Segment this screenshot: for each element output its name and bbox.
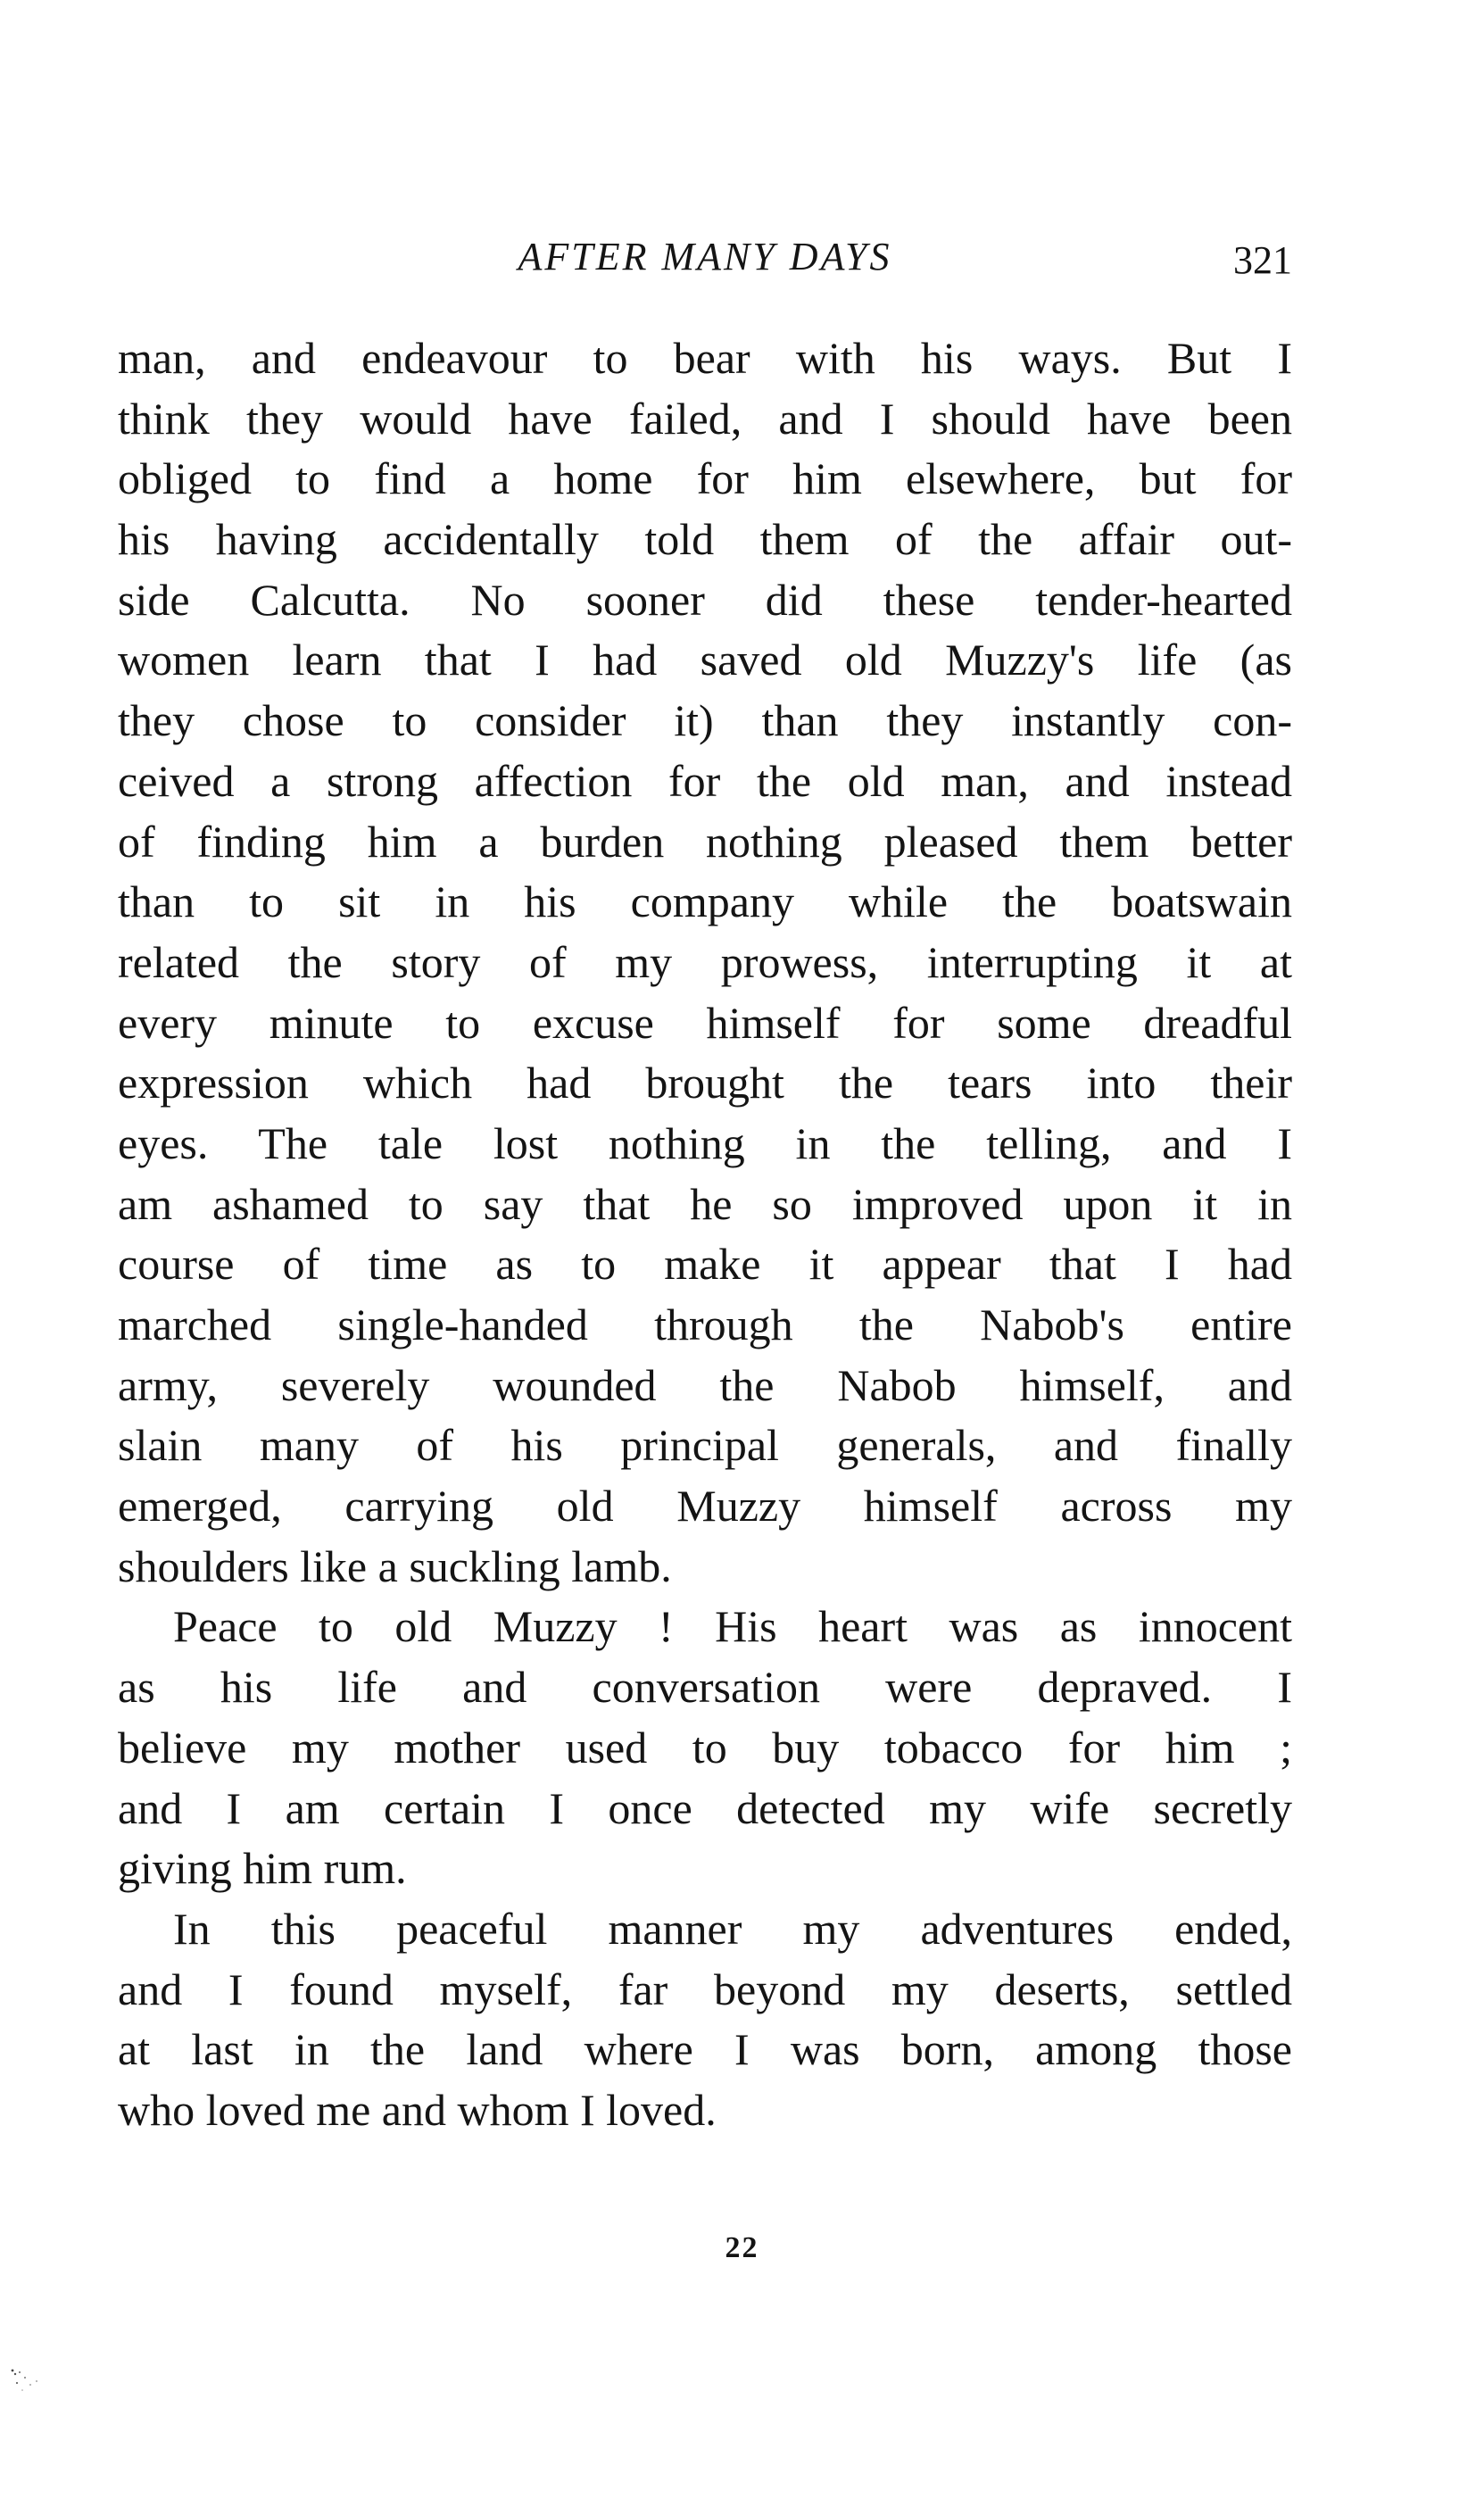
text-line: man, and endeavour to bear with his ways. But I [118,333,1292,383]
text-line: and I found myself, far beyond my deserts, settled [118,1964,1292,2014]
text-line: women learn that I had saved old Muzzy's life (as [118,635,1292,685]
text-line: they chose to consider it) than they instantly con- [118,695,1292,746]
text-line: side Calcutta. No sooner did these tender-hearted [118,574,1292,625]
text-line: slain many of his principal generals, and finally [118,1420,1292,1471]
text-line: of finding him a burden nothing pleased them better [118,816,1292,867]
text-line: and I am certain I once detected my wife secretly [118,1782,1292,1833]
text-line: who loved me and whom I loved. [118,2084,717,2135]
text-line: as his life and conversation were depraved. I [118,1662,1292,1713]
text-line: at last in the land where I was born, among those [118,2024,1292,2075]
running-head [118,230,1292,284]
page-number: 321 [1233,238,1292,282]
print-specks [7,2363,61,2408]
paragraph [118,1597,1292,1898]
text-line: emerged, carrying old Muzzy himself across my [118,1481,1292,1532]
paragraph [118,328,1292,1597]
text-line: Peace to old Muzzy ! His heart was as innocent [173,1601,1292,1652]
text-line: ceived a strong affection for the old man, and instead [118,755,1292,806]
paragraph [118,1899,1292,2141]
text-line: eyes. The tale lost nothing in the telling, and I [118,1117,1292,1168]
text-line: army, severely wounded the Nabob himself, and [118,1359,1292,1410]
text-line: course of time as to make it appear that I had [118,1239,1292,1290]
text-line: In this peaceful manner my adventures ended, [173,1903,1292,1954]
text-line: his having accidentally told them of the affair out- [118,514,1292,565]
running-title: AFTER MANY DAYS [518,235,892,278]
text-line: related the story of my prowess, interrupting it at [118,936,1292,987]
text-line: expression which had brought the tears into their [118,1058,1292,1108]
text-line: believe my mother used to buy tobacco for him ; [118,1722,1292,1773]
text-line: am ashamed to say that he so improved upon it in [118,1178,1292,1229]
text-line: think they would have failed, and I should have been [118,393,1292,444]
text-line: obliged to find a home for him elsewhere, but for [118,453,1292,504]
body-text [118,328,1292,2141]
signature-mark: 22 [725,2231,759,2264]
text-line: giving him rum. [118,1843,407,1894]
text-line: than to sit in his company while the boatswain [118,876,1292,927]
text-line: shoulders like a suckling lamb. [118,1540,672,1591]
text-line: every minute to excuse himself for some dreadful [118,997,1292,1048]
text-line: marched single-handed through the Nabob's entire [118,1299,1292,1349]
